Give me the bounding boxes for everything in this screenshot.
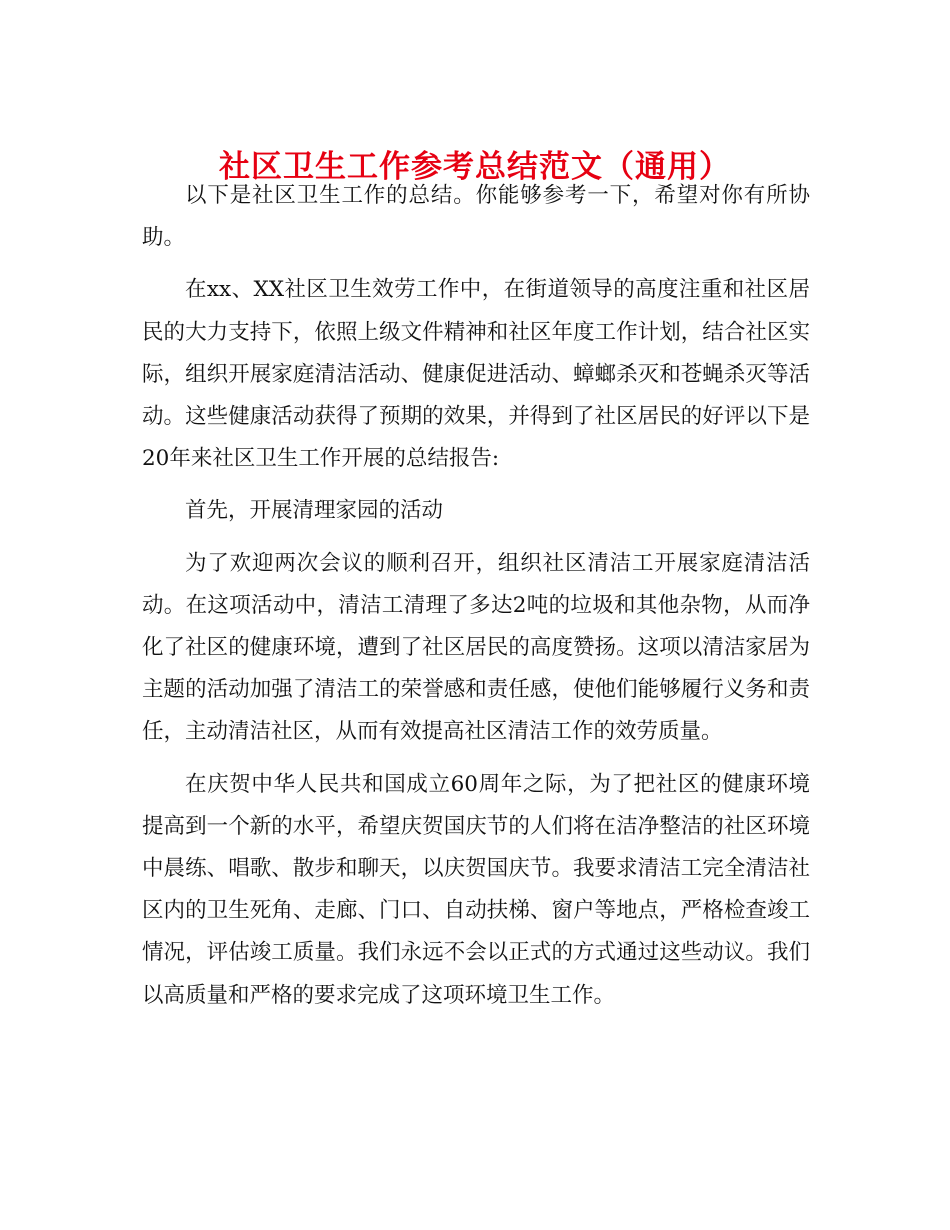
paragraph-intro: 以下是社区卫生工作的总结。你能够参考一下，希望对你有所协助。 — [142, 183, 810, 251]
paragraph-national-day: 在庆贺中华人民共和国成立60周年之际，为了把社区的健康环境提高到一个新的水平，希望庆贺国庆节的人们将在洁净整洁的社区环境中晨练、唱歌、散步和聊天，以庆贺国庆节。我要求清洁工完全清洁社区内的卫生死角、走廊、门口、自动扶梯、窗户等地点，严格检查竣工情况，评估竣工质量。我们永远不会以正式的方式通过这些动议。我们以高质量和严格的要求完成了这项环境卫生工作。 — [142, 771, 810, 1008]
paragraph-cleaning-activity: 为了欢迎两次会议的顺利召开，组织社区清洁工开展家庭清洁活动。在这项活动中，清洁工清理了多达2吨的垃圾和其他杂物，从而净化了社区的健康环境，遭到了社区居民的高度赞扬。这项以清洁家居为主题的活动加强了清洁工的荣誉感和责任感，使他们能够履行义务和责任，主动清洁社区，从而有效提高社区清洁工作的效劳质量。 — [142, 550, 810, 745]
section-heading-cleaning: 首先，开展清理家园的活动 — [185, 498, 444, 524]
paragraph-overview: 在xx、XX社区卫生效劳工作中，在街道领导的高度注重和社区居民的大力支持下，依照上级文件精神和社区年度工作计划，结合社区实际，组织开展家庭清洁活动、健康促进活动、蟑螂杀灭和苍蝇杀灭等活动。这些健康活动获得了预期的效果，并得到了社区居民的好评以下是20年来社区卫生工作开展的总结报告: — [142, 277, 810, 472]
document-title: 社区卫生工作参考总结范文（通用） — [219, 148, 731, 185]
document-body — [142, 175, 810, 1017]
